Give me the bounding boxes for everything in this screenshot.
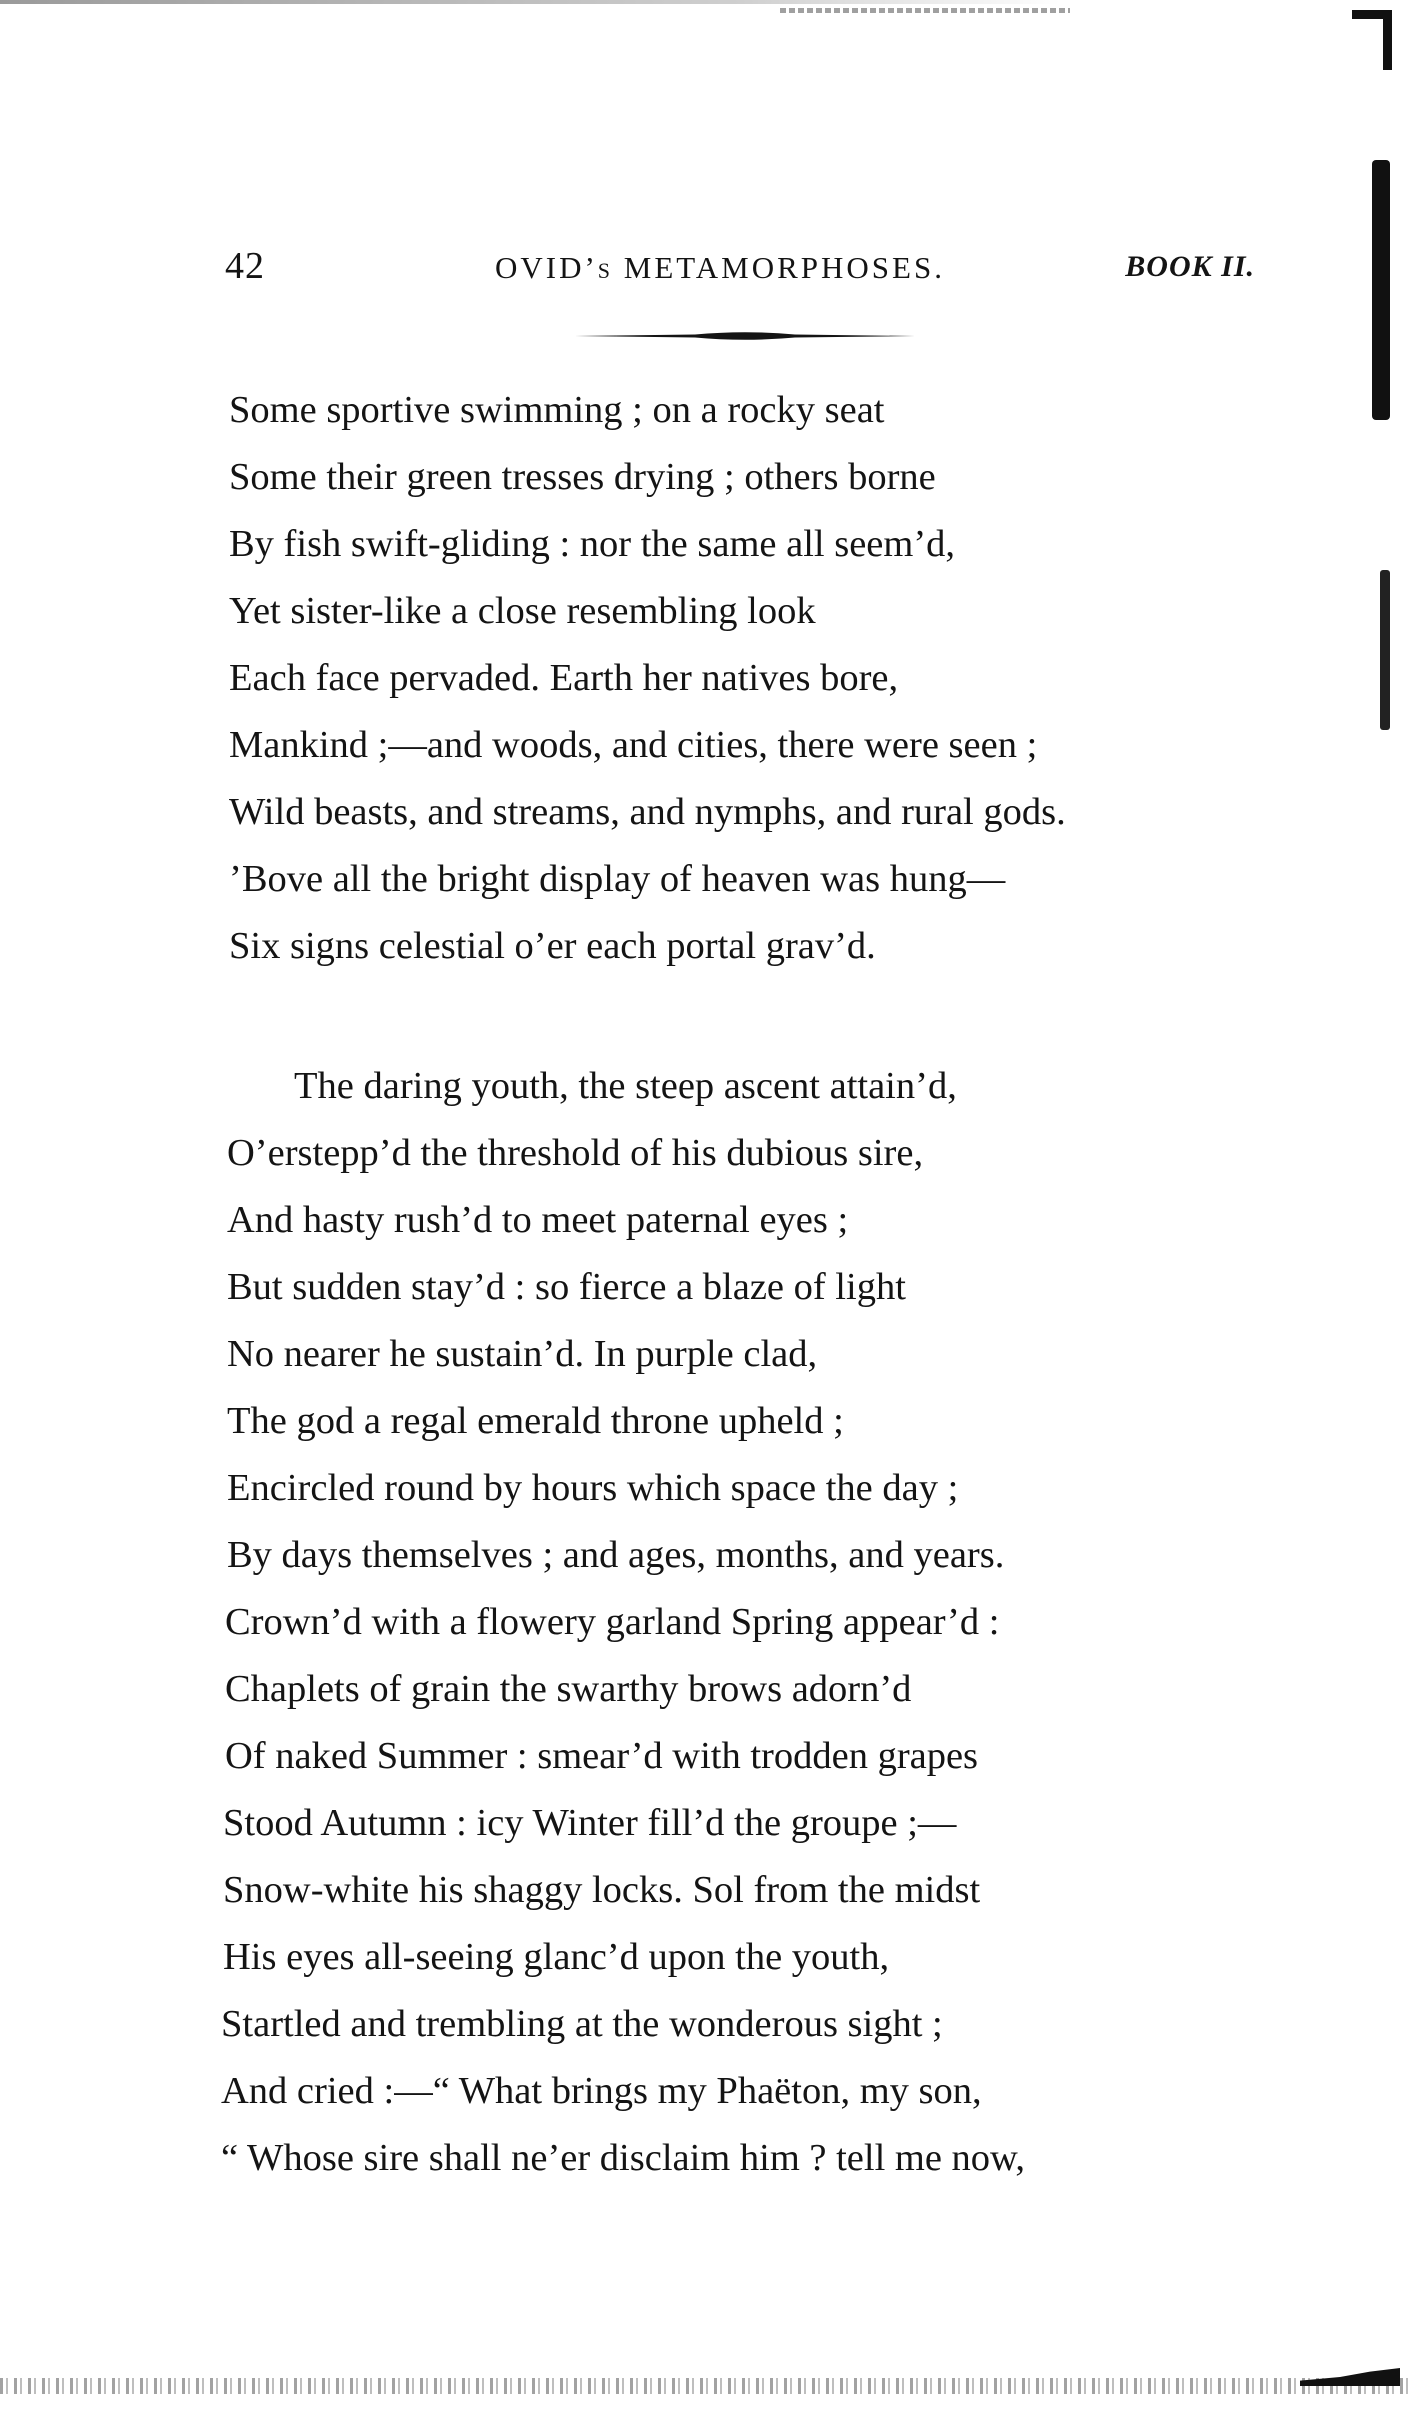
verse-line: His eyes all-seeing glanc’d upon the youth, [223,1936,890,1978]
verse-line: By fish swift-gliding : nor the same all seem’d, [229,523,956,565]
verse-line: Yet sister-like a close resembling look [229,590,816,632]
scan-margin-bar [1380,570,1390,730]
verse-line: Chaplets of grain the swarthy brows adorn’d [225,1668,912,1710]
verse-line: Stood Autumn : icy Winter fill’d the groupe ;— [223,1802,957,1844]
verse-line: Mankind ;—and woods, and cities, there were seen ; [229,724,1038,766]
verse-line: But sudden stay’d : so fierce a blaze of light [227,1266,906,1308]
verse-line: Some sportive swimming ; on a rocky seat [229,389,885,431]
verse-line: Snow-white his shaggy locks. Sol from the midst [223,1869,981,1911]
scan-corner-mark [1352,10,1392,70]
verse-line: Each face pervaded. Earth her natives bore, [229,657,899,699]
scan-edge-bottom-mark [1300,2368,1400,2386]
book-label: BOOK II. [1125,250,1255,283]
scan-edge-bottom [0,2378,1410,2394]
verse-line: By days themselves ; and ages, months, and years. [227,1534,1005,1576]
verse-line: And hasty rush’d to meet paternal eyes ; [227,1199,849,1241]
scan-edge-top-mark [780,8,1070,13]
verse-line: No nearer he sustain’d. In purple clad, [227,1333,818,1375]
verse-line: And cried :—“ What brings my Phaëton, my son, [221,2070,982,2112]
scan-edge-top [0,0,1060,4]
running-title: OVID’s METAMORPHOSES. [495,250,945,285]
verse-line: Six signs celestial o’er each portal grav’d. [229,925,876,967]
verse-line: Some their green tresses drying ; others borne [229,456,936,498]
verse-line: Startled and trembling at the wonderous sight ; [221,2003,943,2045]
verse-line: The daring youth, the steep ascent attain’d, [294,1065,957,1107]
verse-line: The god a regal emerald throne upheld ; [227,1400,844,1442]
verse-line: Wild beasts, and streams, and nymphs, and rural gods. [229,791,1066,833]
verse-line: Encircled round by hours which space the day ; [227,1467,959,1509]
verse-line: Crown’d with a flowery garland Spring appear’d : [225,1601,1000,1643]
verse-line: ’Bove all the bright display of heaven was hung— [229,858,1006,900]
verse-line: Of naked Summer : smear’d with trodden grapes [225,1735,979,1777]
verse-line: O’erstepp’d the threshold of his dubious sire, [227,1132,924,1174]
running-head [225,244,1255,294]
ornamental-rule [575,330,915,342]
scan-margin-bar [1372,160,1390,420]
page-number: 42 [225,245,265,287]
verse-line: “ Whose sire shall ne’er disclaim him ? tell me now, [221,2137,1025,2179]
